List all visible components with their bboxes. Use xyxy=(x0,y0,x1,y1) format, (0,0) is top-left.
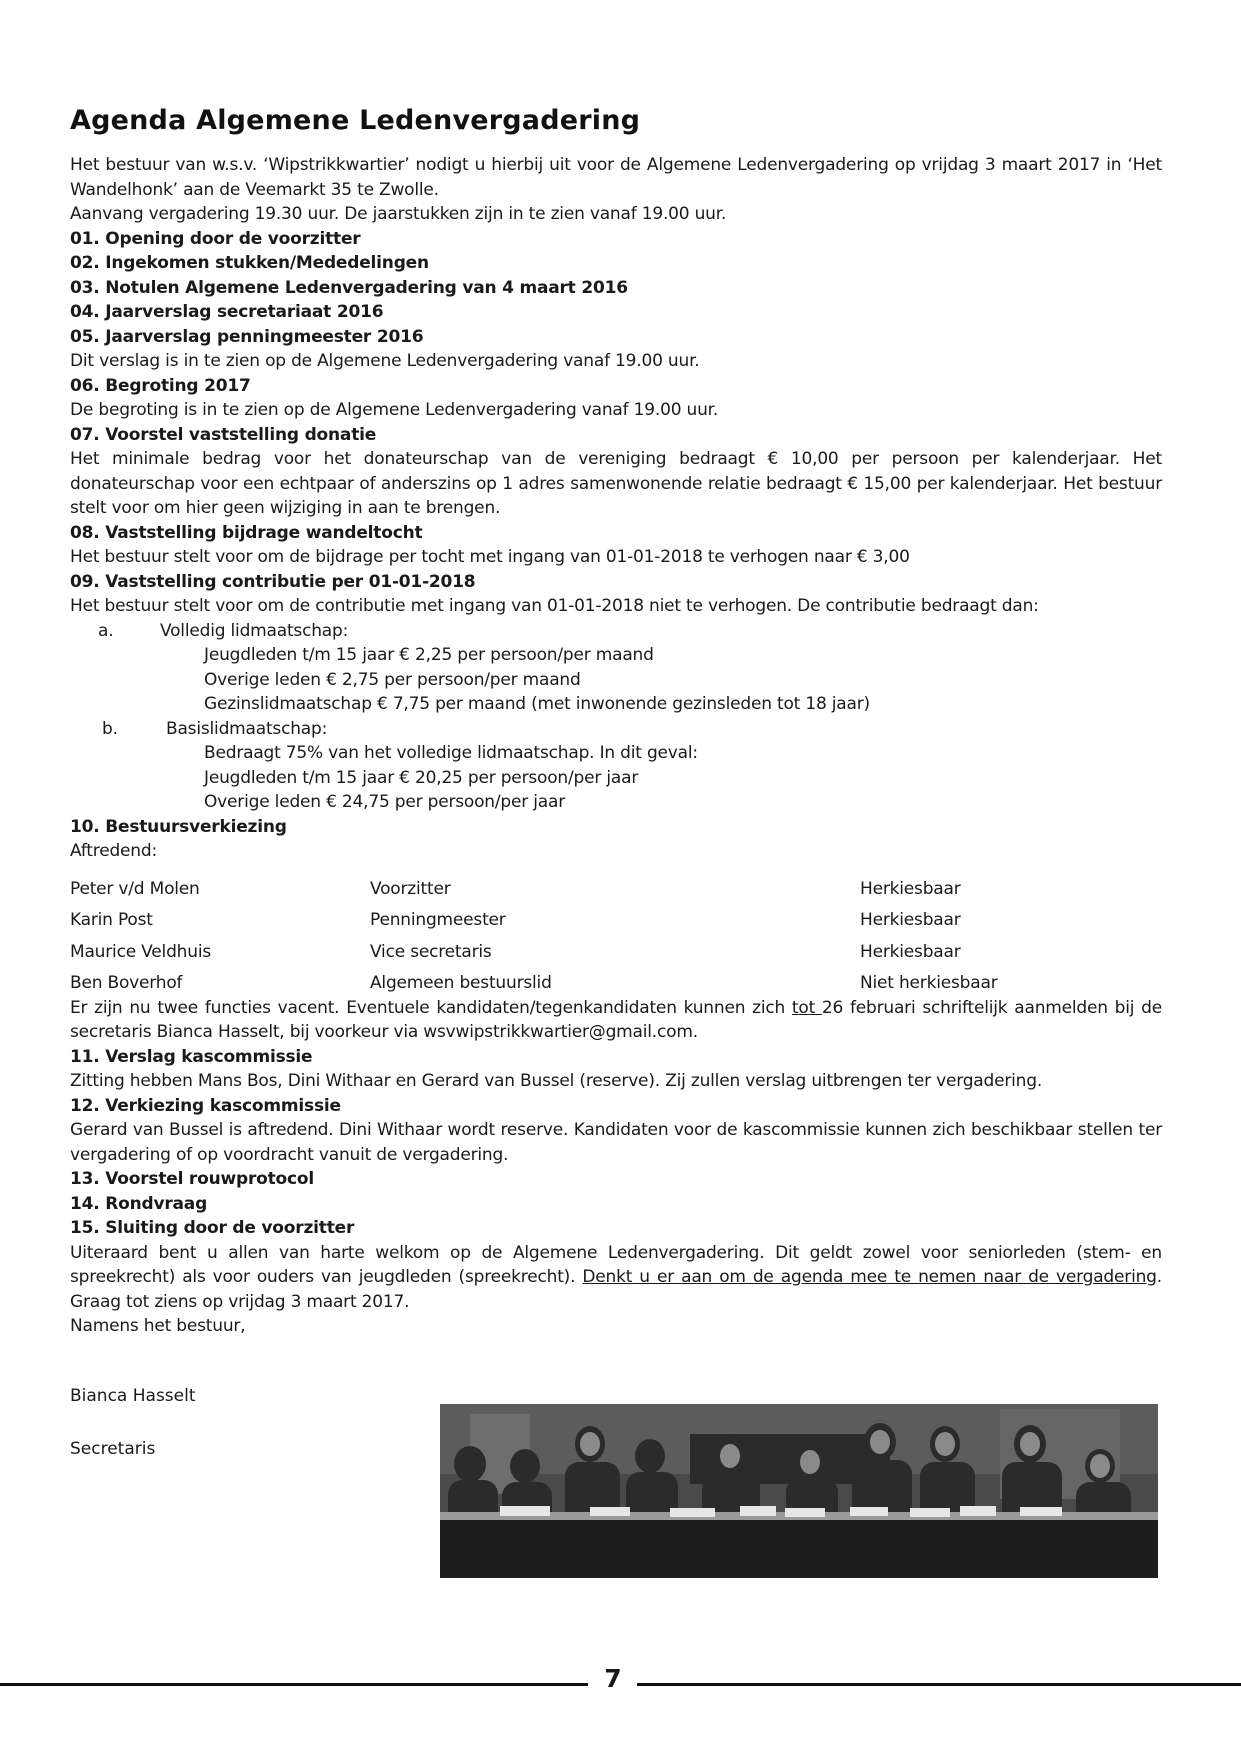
agenda-item-07-text: Het minimale bedrag voor het donateurschap van de vereniging bedraagt € 10,00 per persoon per kalenderjaar. Het donateurschap voor een echtpaar of anderszins op 1 adres samenwonende relatie bedraagt € 15,00 per kalenderjaar. Het bestuur stelt voor om hier geen wijziging in aan te brengen. xyxy=(70,449,1162,518)
member-name: Karin Post xyxy=(70,910,153,930)
signature-role: Secretaris xyxy=(70,1439,156,1459)
agenda-item-14: 14. Rondvraag xyxy=(70,1193,208,1214)
agenda-item-05: 05. Jaarverslag penningmeester 2016 xyxy=(70,326,424,347)
vacancy-contact-text: 26 februari schriftelijk aanmelden bij de secretaris Bianca Hasselt, bij voorkeur via wsvwipstrikkwartier@gmail.com. xyxy=(70,997,1162,1042)
agenda-item-10: 10. Bestuursverkiezing xyxy=(70,816,287,837)
list-marker-a: a. xyxy=(98,620,114,641)
agenda-document xyxy=(70,104,1162,1339)
agenda-item-11: 11. Verslag kascommissie xyxy=(70,1046,313,1067)
agenda-item-03: 03. Notulen Algemene Ledenvergadering van 4 maart 2016 xyxy=(70,277,628,298)
deadline-underlined: tot xyxy=(791,997,822,1018)
agenda-item-15: 15. Sluiting door de voorzitter xyxy=(70,1218,355,1238)
option-b-line: Bedraagt 75% van het volledige lidmaatschap. In dit geval: xyxy=(204,743,698,763)
page-number: 7 xyxy=(604,1664,622,1693)
intro-start-time: Aanvang vergadering 19.30 uur. De jaarstukken zijn in te zien vanaf 19.00 uur. xyxy=(70,204,727,224)
agenda-item-09-text: Het bestuur stelt voor om de contributie met ingang van 01-01-2018 niet te verhogen. De contributie bedraagt dan: xyxy=(70,596,1039,616)
closing-welcome-text: Uiteraard bent u allen van harte welkom op de Algemene Ledenvergadering. Dit geldt zowel voor seniorleden (stem- en spreekrecht) als voor ouders van jeugdleden (spreekrecht). xyxy=(70,1242,1162,1287)
agenda-item-10-text xyxy=(70,996,1162,1045)
meeting-photo-illustration xyxy=(440,1404,1158,1578)
option-a-line: Overige leden € 2,75 per persoon/per maand xyxy=(204,669,581,690)
member-role: Vice secretaris xyxy=(370,941,492,962)
table-row xyxy=(70,901,1160,933)
signature-block xyxy=(70,1384,196,1461)
table-row xyxy=(70,933,1160,965)
agenda-item-11-text: Zitting hebben Mans Bos, Dini Withaar en Gerard van Bussel (reserve). Zij zullen verslag uitbrengen ter vergadering. xyxy=(70,1071,1043,1091)
agenda-item-09: 09. Vaststelling contributie per 01-01-2018 xyxy=(70,571,476,592)
reminder-underlined: Denkt u er aan om de agenda mee te nemen naar de vergadering xyxy=(582,1267,1157,1287)
intro-text: Het bestuur van w.s.v. ‘Wipstrikkwartier’ nodigt u hierbij uit voor de Algemene Ledenvergadering op vrijdag 3 maart 2017 in ‘Het Wandelhonk’ aan de Veemarkt 35 te Zwolle. xyxy=(70,155,1162,200)
member-status: Herkiesbaar xyxy=(860,941,961,962)
member-status: Niet herkiesbaar xyxy=(860,973,998,993)
option-a-label: Volledig lidmaatschap: xyxy=(160,620,349,641)
member-role: Voorzitter xyxy=(370,878,451,899)
member-name: Peter v/d Molen xyxy=(70,878,200,899)
member-role: Penningmeester xyxy=(370,910,506,930)
agenda-item-13: 13. Voorstel rouwprotocol xyxy=(70,1169,315,1189)
contribution-option-b xyxy=(70,717,1162,742)
contribution-option-a xyxy=(70,619,1162,644)
agenda-item-08: 08. Vaststelling bijdrage wandeltocht xyxy=(70,522,423,543)
option-a-line: Gezinslidmaatschap € 7,75 per maand (met inwonende gezinsleden tot 18 jaar) xyxy=(204,694,870,714)
footer-rule-right xyxy=(637,1683,1241,1686)
member-name: Maurice Veldhuis xyxy=(70,941,211,962)
closing-line: Namens het bestuur, xyxy=(70,1316,246,1336)
agenda-item-05-text: Dit verslag is in te zien op de Algemene Ledenvergadering vanaf 19.00 uur. xyxy=(70,351,700,371)
meeting-photo xyxy=(440,1404,1158,1578)
agenda-item-04: 04. Jaarverslag secretariaat 2016 xyxy=(70,302,384,322)
member-status: Herkiesbaar xyxy=(860,878,961,899)
member-status: Herkiesbaar xyxy=(860,910,961,930)
agenda-item-08-text: Het bestuur stelt voor om de bijdrage per tocht met ingang van 01-01-2018 te verhogen naar € 3,00 xyxy=(70,547,910,567)
option-b-line: Overige leden € 24,75 per persoon/per jaar xyxy=(204,792,566,812)
board-members-table xyxy=(70,870,1160,996)
agenda-item-12: 12. Verkiezing kascommissie xyxy=(70,1095,341,1116)
agenda-item-01: 01. Opening door de voorzitter xyxy=(70,228,361,249)
footer-rule-left xyxy=(0,1683,588,1686)
agenda-item-12-text: Gerard van Bussel is aftredend. Dini Withaar wordt reserve. Kandidaten voor de kascommissie kunnen zich beschikbaar stellen ter vergadering of op voordracht vanuit de vergadering. xyxy=(70,1120,1162,1165)
agenda-item-07: 07. Voorstel vaststelling donatie xyxy=(70,424,377,445)
agenda-item-02: 02. Ingekomen stukken/Mededelingen xyxy=(70,253,429,273)
agenda-item-06-text: De begroting is in te zien op de Algemene Ledenvergadering vanaf 19.00 uur. xyxy=(70,400,719,420)
table-row xyxy=(70,870,1160,902)
agenda-item-10-subtitle: Aftredend: xyxy=(70,841,157,861)
vacancy-text: Er zijn nu twee functies vacent. Eventuele kandidaten/tegenkandidaten kunnen zich xyxy=(70,997,792,1018)
page-title: Agenda Algemene Ledenvergadering xyxy=(70,105,641,136)
member-role: Algemeen bestuurslid xyxy=(370,973,552,993)
agenda-item-15-text xyxy=(70,1241,1162,1315)
list-marker-b: b. xyxy=(102,718,118,739)
option-a-line: Jeugdleden t/m 15 jaar € 2,25 per persoon/per maand xyxy=(204,645,654,665)
option-b-label: Basislidmaatschap: xyxy=(166,718,328,739)
agenda-item-06: 06. Begroting 2017 xyxy=(70,375,251,396)
table-row xyxy=(70,964,1160,996)
signature-name: Bianca Hasselt xyxy=(70,1386,196,1406)
member-name: Ben Boverhof xyxy=(70,973,183,993)
closing-farewell-text: . Graag tot ziens op vrijdag 3 maart 2017. xyxy=(70,1267,1162,1312)
option-b-line: Jeugdleden t/m 15 jaar € 20,25 per persoon/per jaar xyxy=(204,767,639,788)
